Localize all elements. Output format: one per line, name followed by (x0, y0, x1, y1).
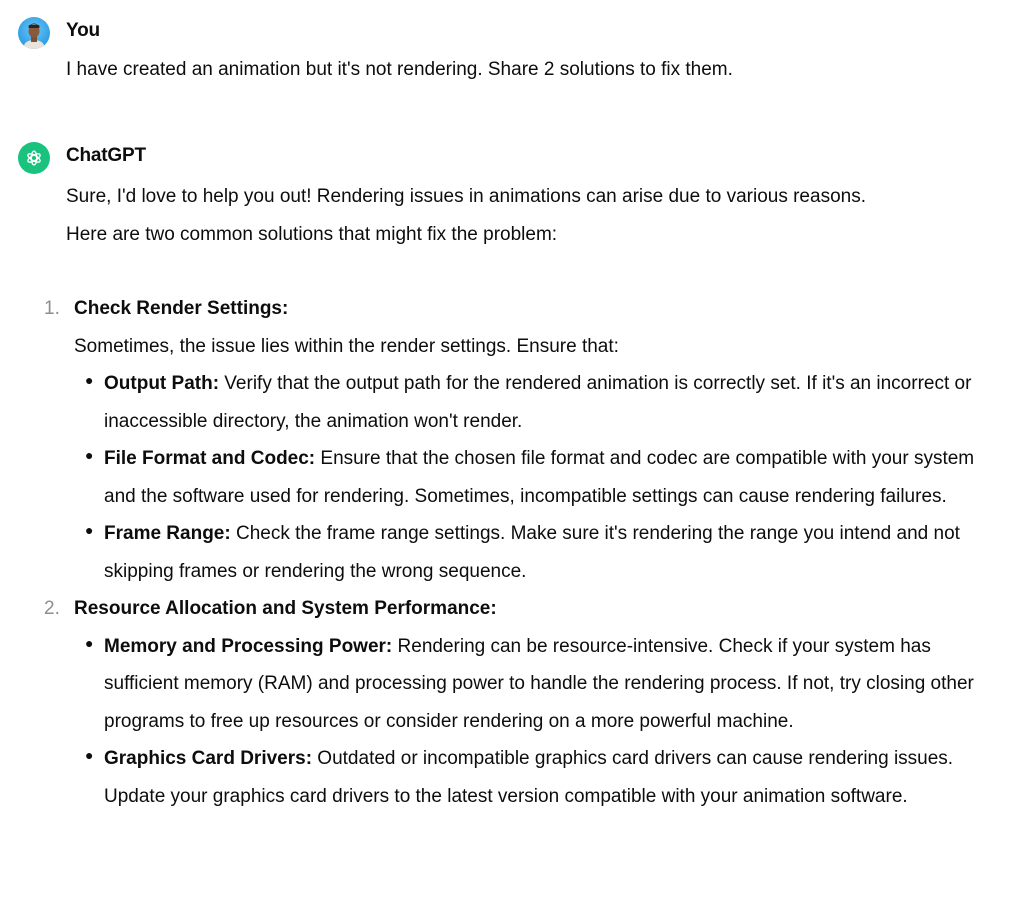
bullet-icon: ● (85, 447, 94, 463)
solution-title: Resource Allocation and System Performance: (74, 598, 497, 619)
bullet-icon: ● (85, 634, 94, 651)
sub-item (85, 628, 1004, 741)
sub-item (85, 515, 1004, 590)
sub-item-text: Ensure that the chosen file format and codec are compatible with your system and the software used for rendering. Sometimes, incompatible settings can cause rendering failures. (104, 448, 975, 507)
sub-item-text: Outdated or incompatible graphics card drivers can cause rendering issues. Update your graphics card drivers to the latest version compatible with your animation software. (104, 748, 954, 807)
solution-item (44, 290, 1004, 590)
message-author: ChatGPT (66, 145, 146, 166)
sub-item-label: Memory and Processing Power: (104, 635, 393, 657)
intro-line-2: Here are two common solutions that might fix the problem: (66, 223, 558, 245)
sub-item (85, 740, 1004, 815)
message-author: You (66, 20, 100, 41)
chatgpt-avatar (18, 142, 50, 174)
bullet-icon: ● (85, 747, 94, 763)
list-number: 1. (44, 298, 60, 319)
sub-item-label: Graphics Card Drivers: (104, 748, 313, 769)
solution-description: Sometimes, the issue lies within the render settings. Ensure that: (74, 335, 619, 357)
sub-item-label: File Format and Codec: (104, 448, 316, 469)
solutions-list (44, 290, 1004, 815)
sub-item (85, 365, 1004, 440)
bullet-icon: ● (85, 372, 94, 388)
list-number: 2. (44, 598, 60, 619)
chatgpt-logo-icon (23, 147, 45, 169)
sub-item-text: Check the frame range settings. Make sure it's rendering the range you intend and not skipping frames or rendering the wrong sequence. (104, 523, 960, 582)
solution-title: Check Render Settings: (74, 298, 289, 319)
message-text: I have created an animation but it's not rendering. Share 2 solutions to fix them. (66, 59, 733, 80)
person-icon (18, 17, 50, 49)
sub-item-text: Verify that the output path for the rendered animation is correctly set. If it's an incorrect or inaccessible directory, the animation won't render. (104, 373, 972, 432)
sub-item (85, 440, 1004, 515)
sub-item-label: Output Path: (104, 373, 220, 394)
intro-line-1: Sure, I'd love to help you out! Rendering issues in animations can arise due to various reasons. (66, 186, 866, 207)
sub-item-text: Rendering can be resource-intensive. Check if your system has sufficient memory (RAM) and processing power to handle the rendering process. If not, try closing other programs to free up resources or consider rendering on a more powerful machine. (104, 635, 974, 732)
solution-item (44, 590, 1004, 815)
user-avatar (18, 17, 50, 49)
bullet-icon: ● (85, 522, 94, 538)
sub-item-label: Frame Range: (104, 523, 231, 544)
